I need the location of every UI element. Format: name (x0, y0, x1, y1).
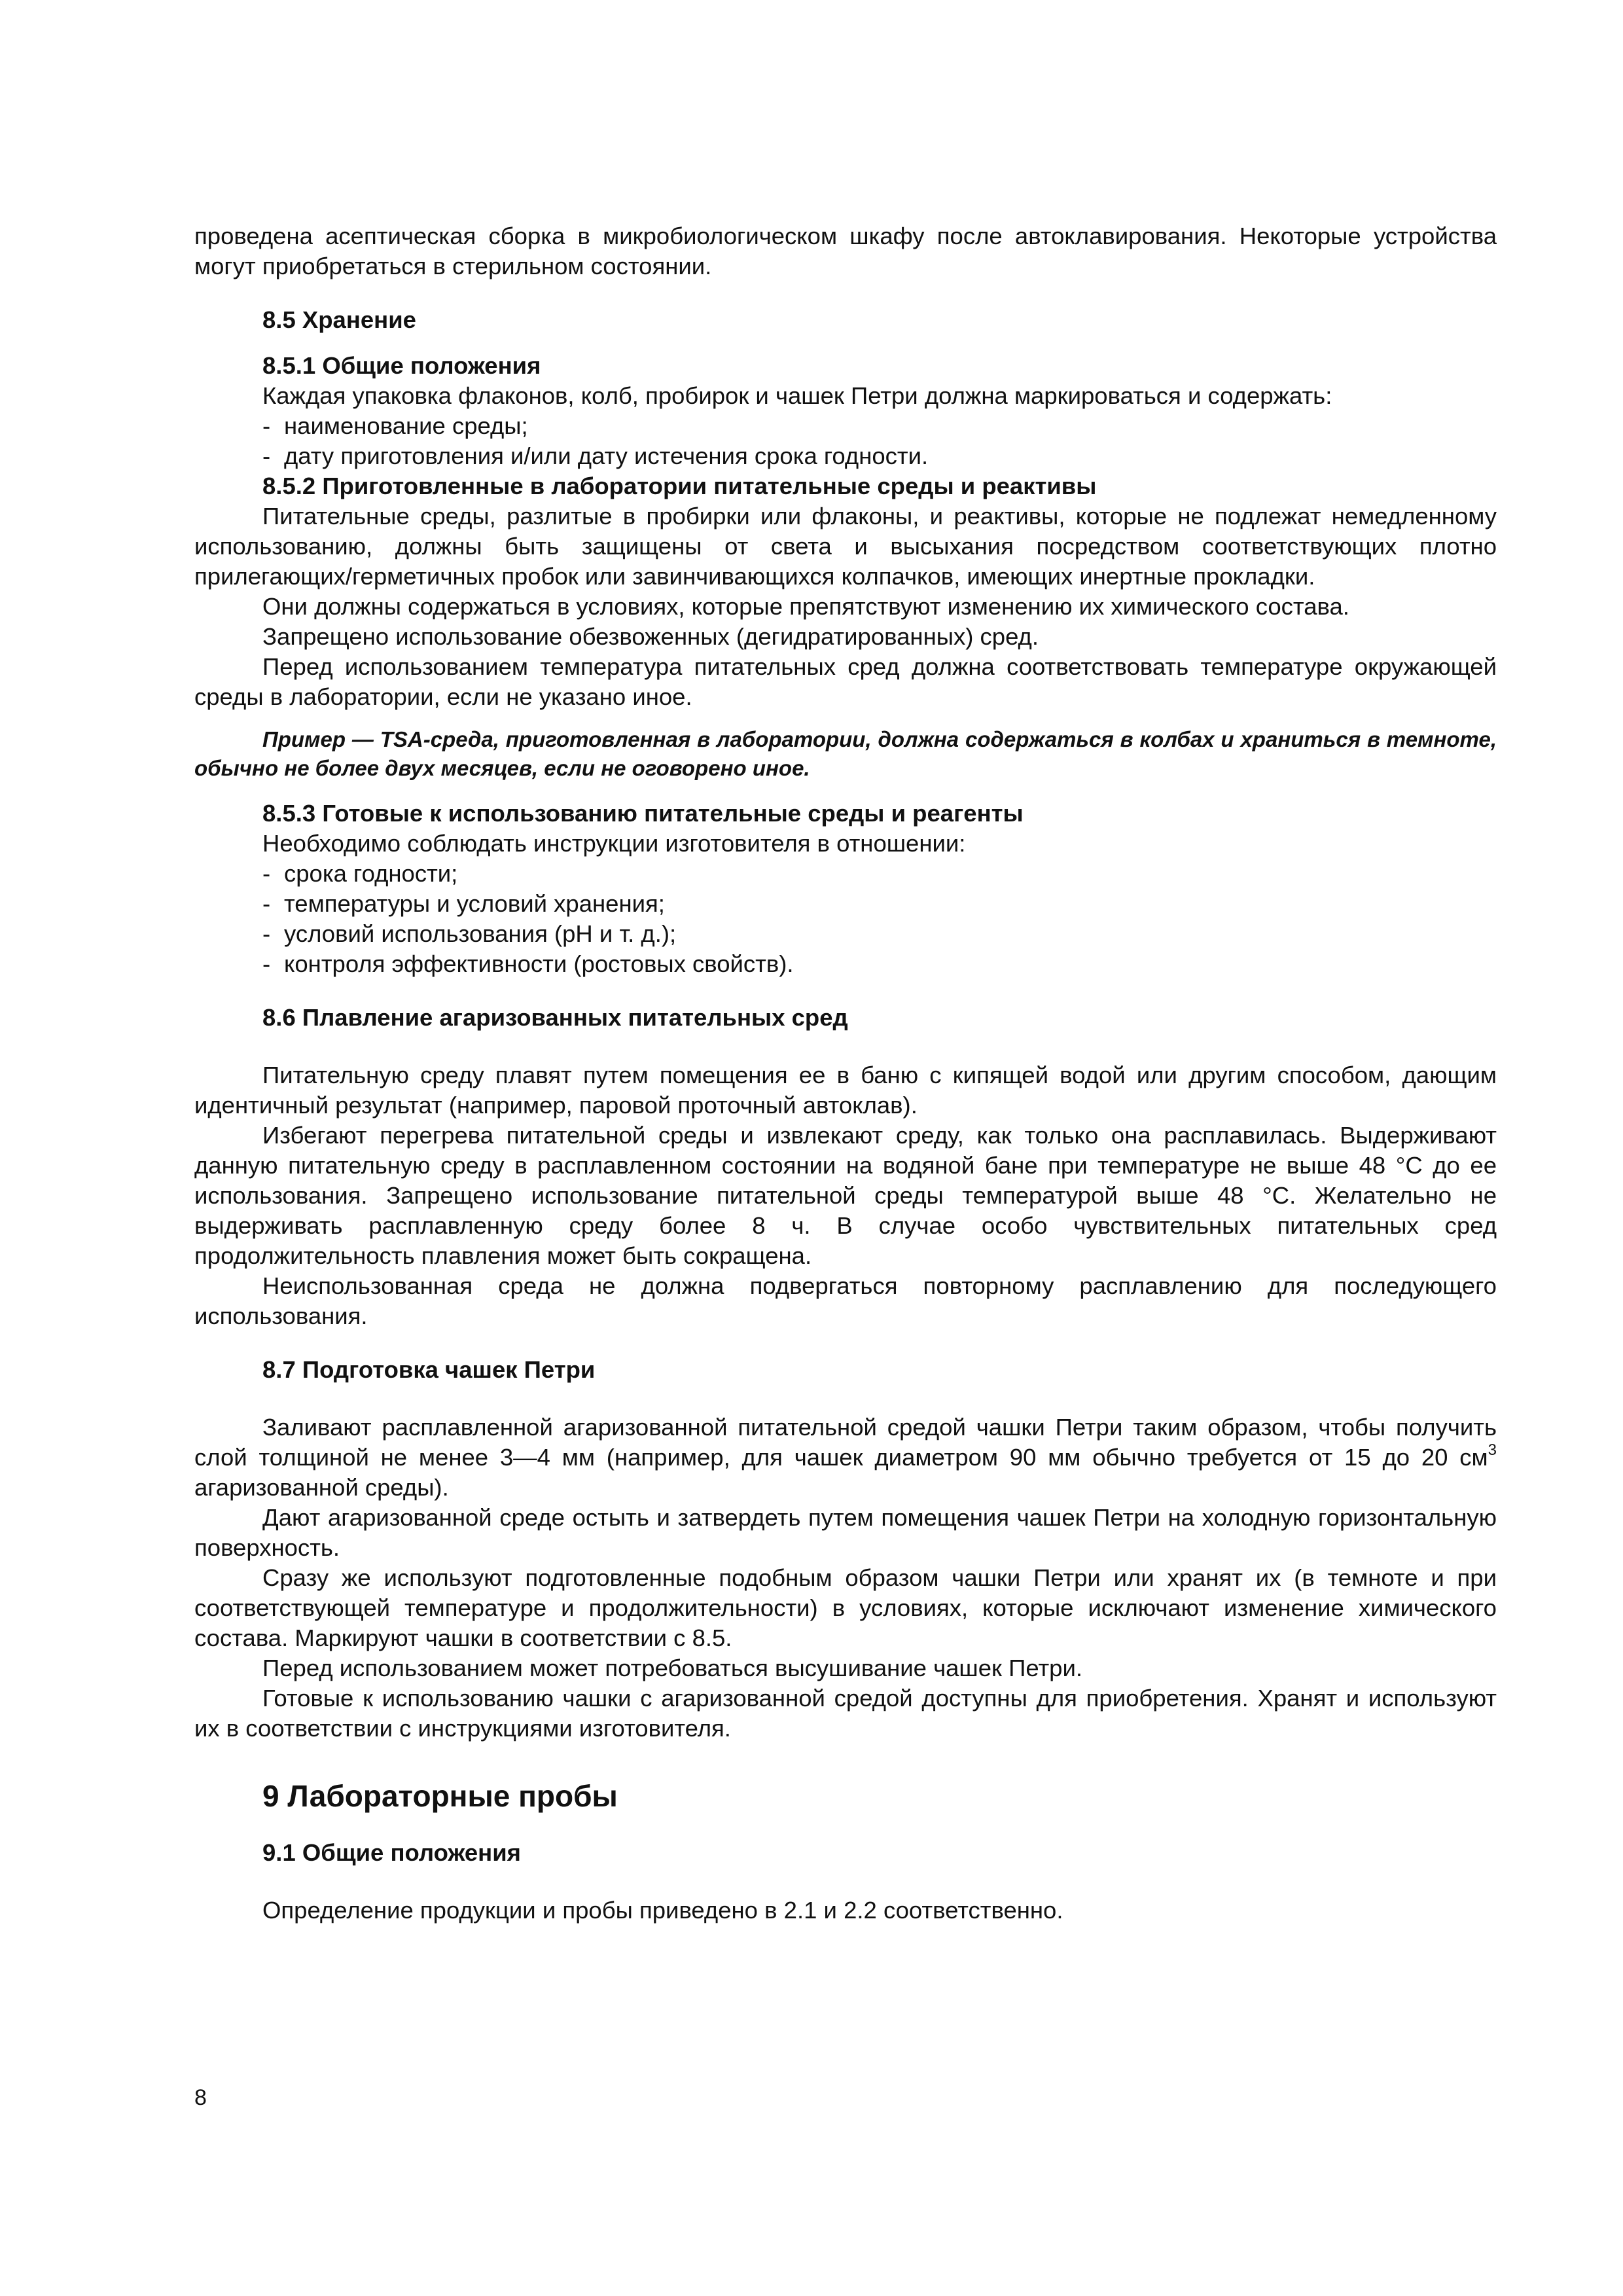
paragraph-8-5-1: Каждая упаковка флаконов, колб, пробирок и чашек Петри должна маркироваться и содержать: (262, 382, 1332, 409)
paragraph-8-6-3: Неиспользованная среда не должна подвергаться повторному расплавлению для последующего использования. (194, 1272, 1497, 1329)
heading-8-5-1: 8.5.1 Общие положения (262, 352, 541, 379)
heading-9-1: 9.1 Общие положения (262, 1839, 521, 1866)
paragraph-8-6-1: Питательную среду плавят путем помещения ее в баню с кипящей водой или другим способом, дающим идентичный результат (например, паровой проточный автоклав). (194, 1062, 1497, 1119)
heading-8-5: 8.5 Хранение (262, 306, 416, 333)
paragraph-8-5-2-3: Запрещено использование обезвоженных (дегидратированных) сред. (262, 623, 1039, 650)
list-item: - срока годности; (262, 860, 458, 887)
document-body (194, 221, 1497, 1926)
paragraph-8-7-5: Готовые к использованию чашки с агаризованной средой доступны для приобретения. Хранят и используют их в соответствии с инструкциями изготовителя. (194, 1685, 1497, 1742)
paragraph-8-5-2-1: Питательные среды, разлитые в пробирки или флаконы, и реактивы, которые не подлежат немедленному использованию, должны быть защищены от света и высыхания посредством соответствующих плотно прилегающих/герметичных пробок или завинчивающихся колпачков, имеющих инертные прокладки. (194, 503, 1497, 590)
page-number: 8 (194, 2085, 207, 2110)
paragraph-8-5-2-4: Перед использованием температура питательных сред должна соответствовать температуре окружающей среды в лаборатории, если не указано иное. (194, 653, 1497, 710)
list-item: - температуры и условий хранения; (262, 890, 665, 917)
heading-8-5-3: 8.5.3 Готовые к использованию питательные среды и реагенты (262, 800, 1024, 827)
paragraph-8-6-2: Избегают перегрева питательной среды и извлекают среду, как только она расплавилась. Выдерживают данную питательную среду в расплавленном состоянии на водяной бане при температуре не выше 48 °С до ее использования. Запрещено использование питательной среды температурой выше 48 °С. Желательно не выдерживать расплавленную среду более 8 ч. В случае особо чувствительных питательных сред продолжительность плавления может быть сокращена. (194, 1122, 1497, 1269)
paragraph-8-5-3: Необходимо соблюдать инструкции изготовителя в отношении: (262, 830, 966, 857)
heading-8-5-2: 8.5.2 Приготовленные в лаборатории питательные среды и реактивы (262, 473, 1097, 499)
paragraph-8-7-4: Перед использованием может потребоваться высушивание чашек Петри. (262, 1655, 1082, 1681)
list-item: - условий использования (рН и т. д.); (262, 920, 677, 947)
paragraph-8-7-2: Дают агаризованной среде остыть и затвердеть путем помещения чашек Петри на холодную горизонтальную поверхность. (194, 1504, 1497, 1561)
list-item: - контроля эффективности (ростовых свойств). (262, 950, 794, 977)
heading-8-6: 8.6 Плавление агаризованных питательных сред (262, 1004, 848, 1031)
paragraph-8-7-1: Заливают расплавленной агаризованной питательной средой чашки Петри таким образом, чтобы получить слой толщиной не менее 3—4 мм (например, для чашек диаметром 90 мм обычно требуется от 15 до 20 $см^3$ агаризованной среды). (194, 1414, 1497, 1501)
intro-paragraph: проведена асептическая сборка в микробиологическом шкафу после автоклавирования. Некоторые устройства могут приобретаться в стерильном состоянии. (194, 223, 1497, 279)
list-item: - дату приготовления и/или дату истечения срока годности. (262, 442, 929, 469)
paragraph-8-7-3: Сразу же используют подготовленные подобным образом чашки Петри или хранят их (в темноте и при соответствующей температуре и продолжительности) в условиях, которые исключают изменение химического состава. Маркируют чашки в соответствии с 8.5. (194, 1564, 1497, 1651)
paragraph-9-1: Определение продукции и пробы приведено в 2.1 и 2.2 соответственно. (262, 1897, 1063, 1924)
list-item: - наименование среды; (262, 412, 528, 439)
paragraph-8-5-2-2: Они должны содержаться в условиях, которые препятствуют изменению их химического состава. (262, 593, 1349, 620)
heading-9: 9 Лабораторные пробы (262, 1779, 618, 1813)
example-note: Пример — TSA-среда, приготовленная в лаборатории, должна содержаться в колбах и храниться в темноте, обычно не более двух месяцев, если не оговорено иное. (194, 727, 1497, 780)
heading-8-7: 8.7 Подготовка чашек Петри (262, 1356, 596, 1383)
